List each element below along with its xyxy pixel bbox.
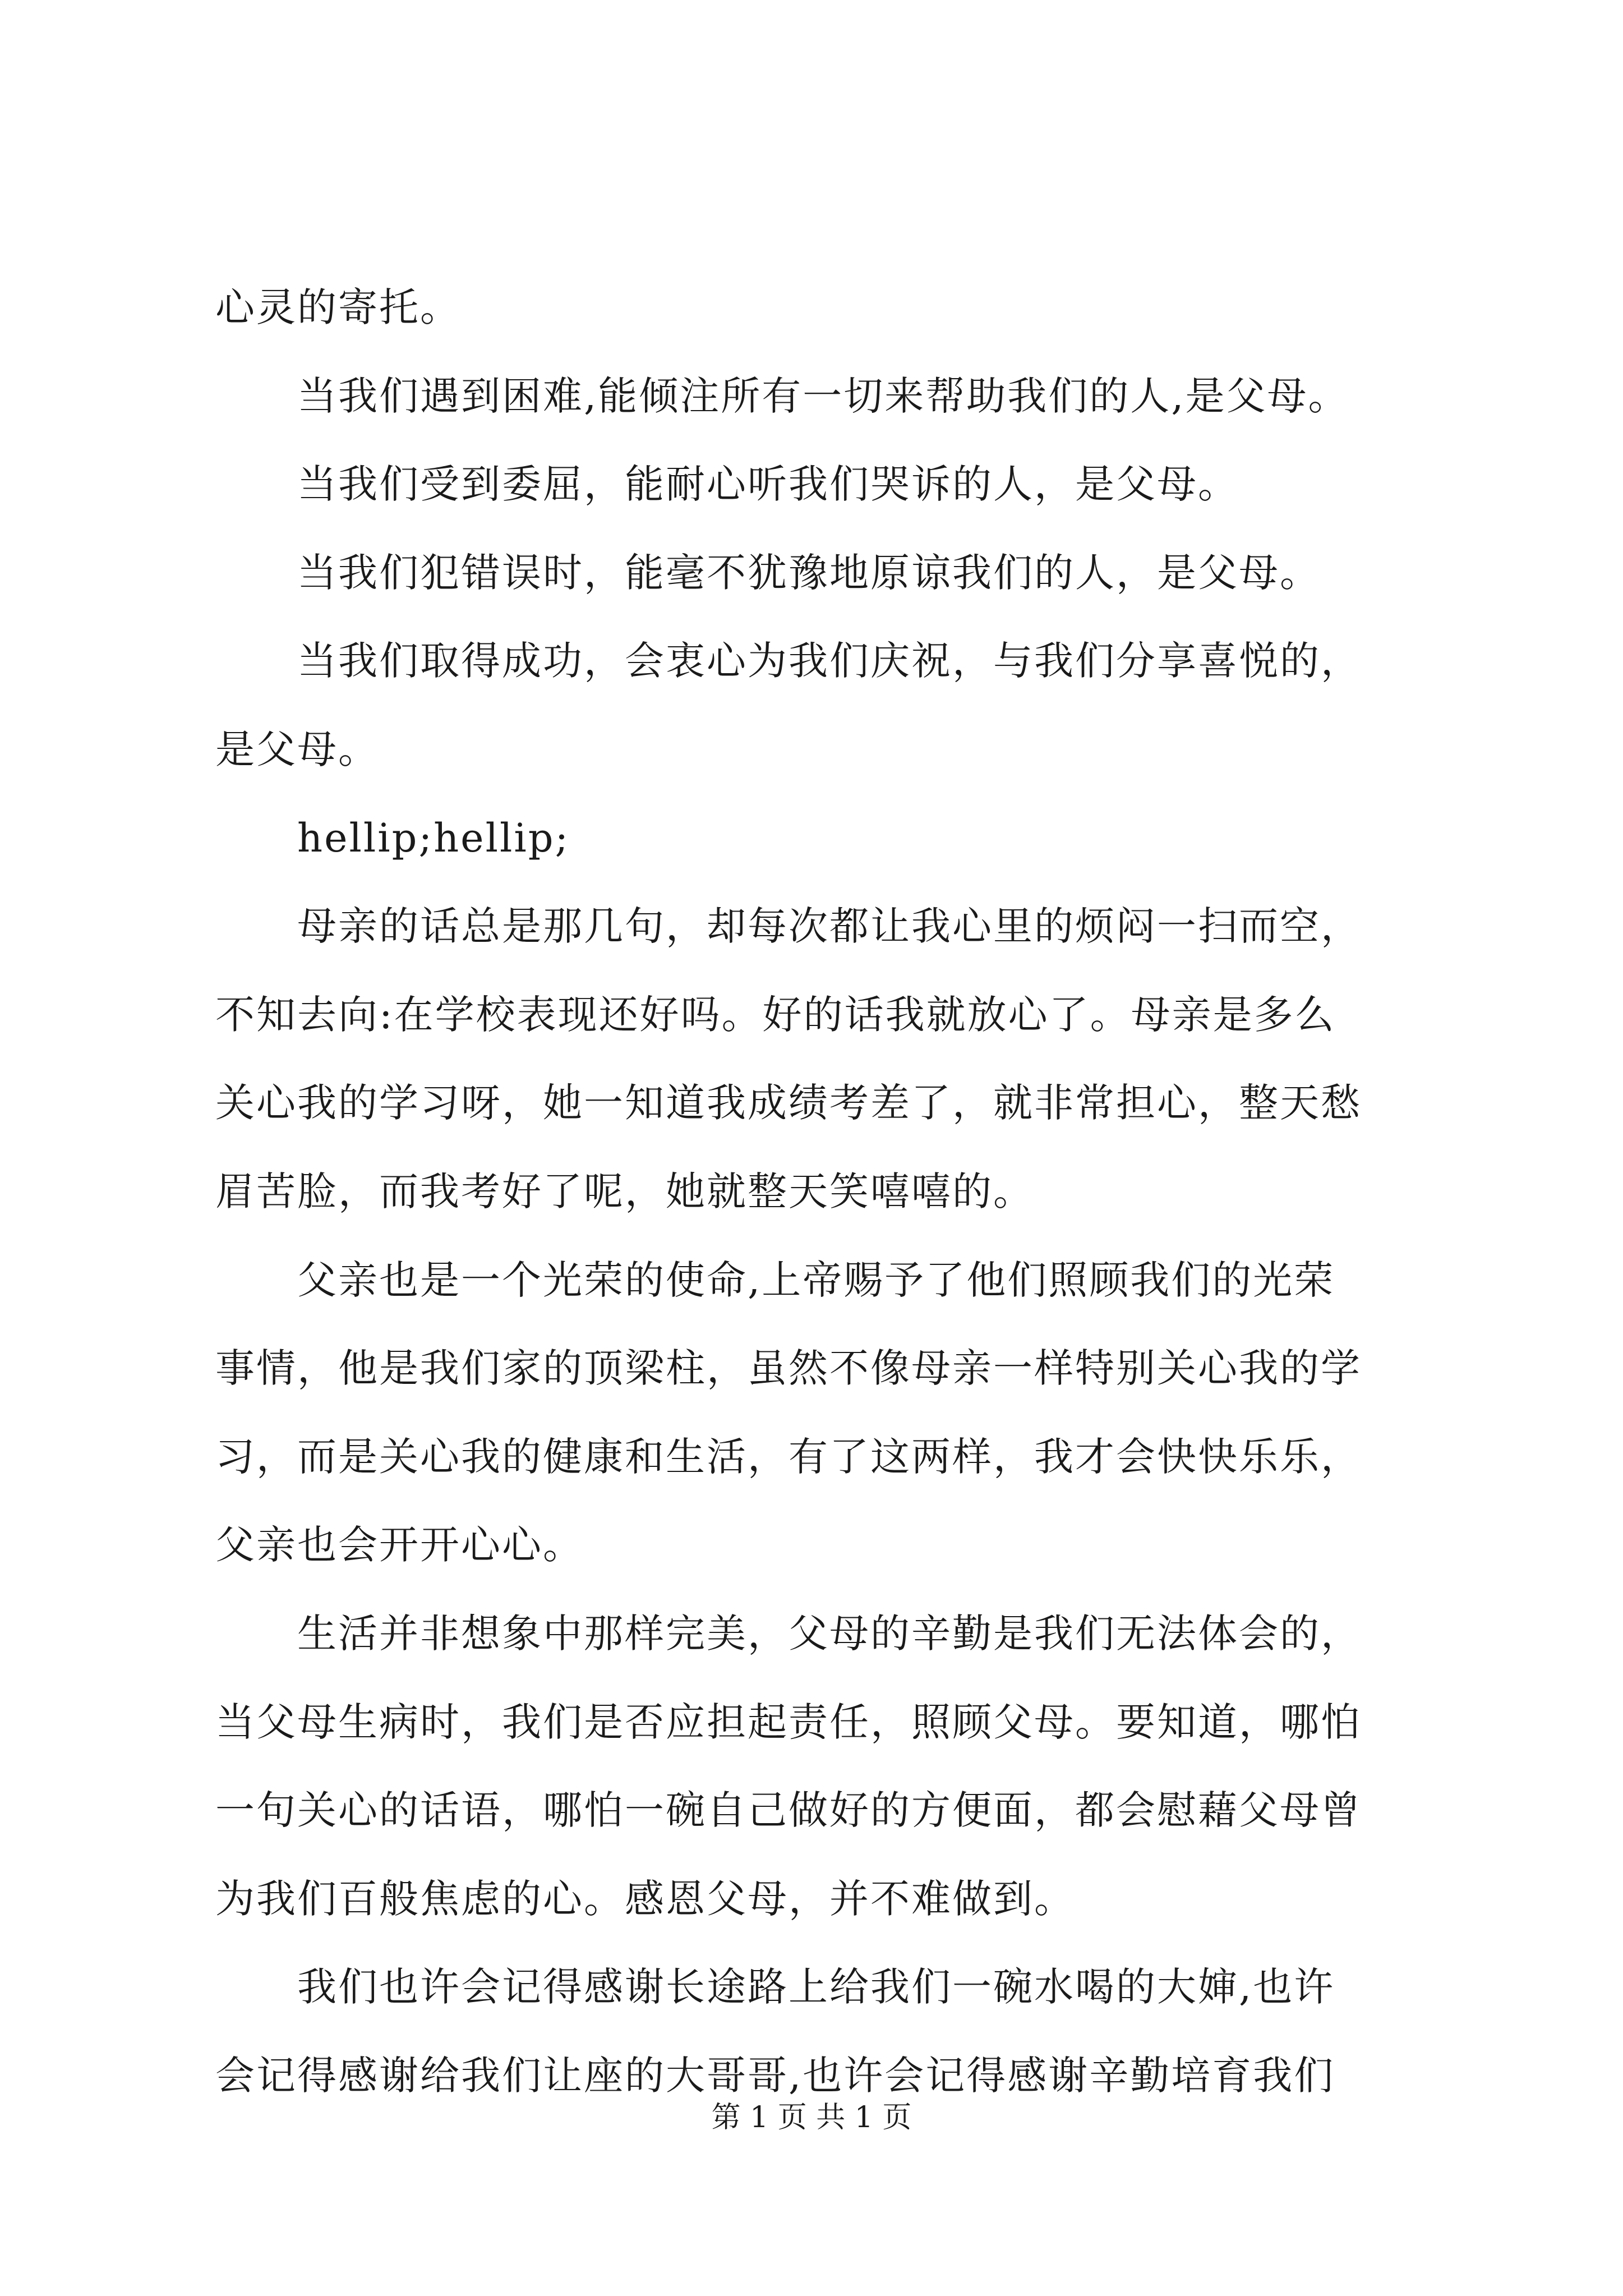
text-line: 事情，他是我们家的顶梁柱，虽然不像母亲一样特别关心我的学 bbox=[215, 1345, 1362, 1392]
page-number-footer: 第 1 页 共 1 页 bbox=[711, 2101, 912, 2134]
text-line: hellip;hellip; bbox=[215, 815, 570, 861]
text-line: 不知去向:在学校表现还好吗。好的话我就放心了。母亲是多么 bbox=[215, 991, 1336, 1038]
text-line: 会记得感谢给我们让座的大哥哥,也许会记得感谢辛勤培育我们 bbox=[215, 2052, 1335, 2099]
text-line: 生活并非想象中那样完美，父母的辛勤是我们无法体会的， bbox=[215, 1610, 1362, 1657]
text-line: 当父母生病时，我们是否应担起责任，照顾父母。要知道，哪怕 bbox=[215, 1699, 1362, 1745]
document-body bbox=[215, 264, 1427, 2120]
text-line: 当我们遇到困难,能倾注所有一切来帮助我们的人,是父母。 bbox=[215, 372, 1349, 419]
text-line: 习，而是关心我的健康和生活，有了这两样，我才会快快乐乐， bbox=[215, 1433, 1362, 1480]
text-line: 关心我的学习呀，她一知道我成绩考差了，就非常担心，整天愁 bbox=[215, 1080, 1362, 1126]
text-line: 父亲也会开开心心。 bbox=[215, 1522, 584, 1568]
text-line: 为我们百般焦虑的心。感恩父母，并不难做到。 bbox=[215, 1875, 1075, 1922]
text-line: 是父母。 bbox=[215, 726, 379, 772]
text-line: 一句关心的话语，哪怕一碗自己做好的方便面，都会慰藉父母曾 bbox=[215, 1787, 1362, 1834]
text-line: 我们也许会记得感谢长途路上给我们一碗水喝的大婶,也许 bbox=[215, 1964, 1335, 2010]
text-line: 心灵的寄托。 bbox=[215, 284, 461, 330]
text-line: 当我们取得成功，会衷心为我们庆祝，与我们分享喜悦的， bbox=[215, 638, 1362, 684]
text-line: 父亲也是一个光荣的使命,上帝赐予了他们照顾我们的光荣 bbox=[215, 1257, 1335, 1303]
text-line: 当我们犯错误时，能毫不犹豫地原谅我们的人，是父母。 bbox=[215, 549, 1321, 596]
text-line: 当我们受到委屈，能耐心听我们哭诉的人，是父母。 bbox=[215, 461, 1239, 508]
text-line: 母亲的话总是那几句，却每次都让我心里的烦闷一扫而空， bbox=[215, 903, 1362, 950]
text-line: 眉苦脸，而我考好了呢，她就整天笑嘻嘻的。 bbox=[215, 1168, 1034, 1214]
